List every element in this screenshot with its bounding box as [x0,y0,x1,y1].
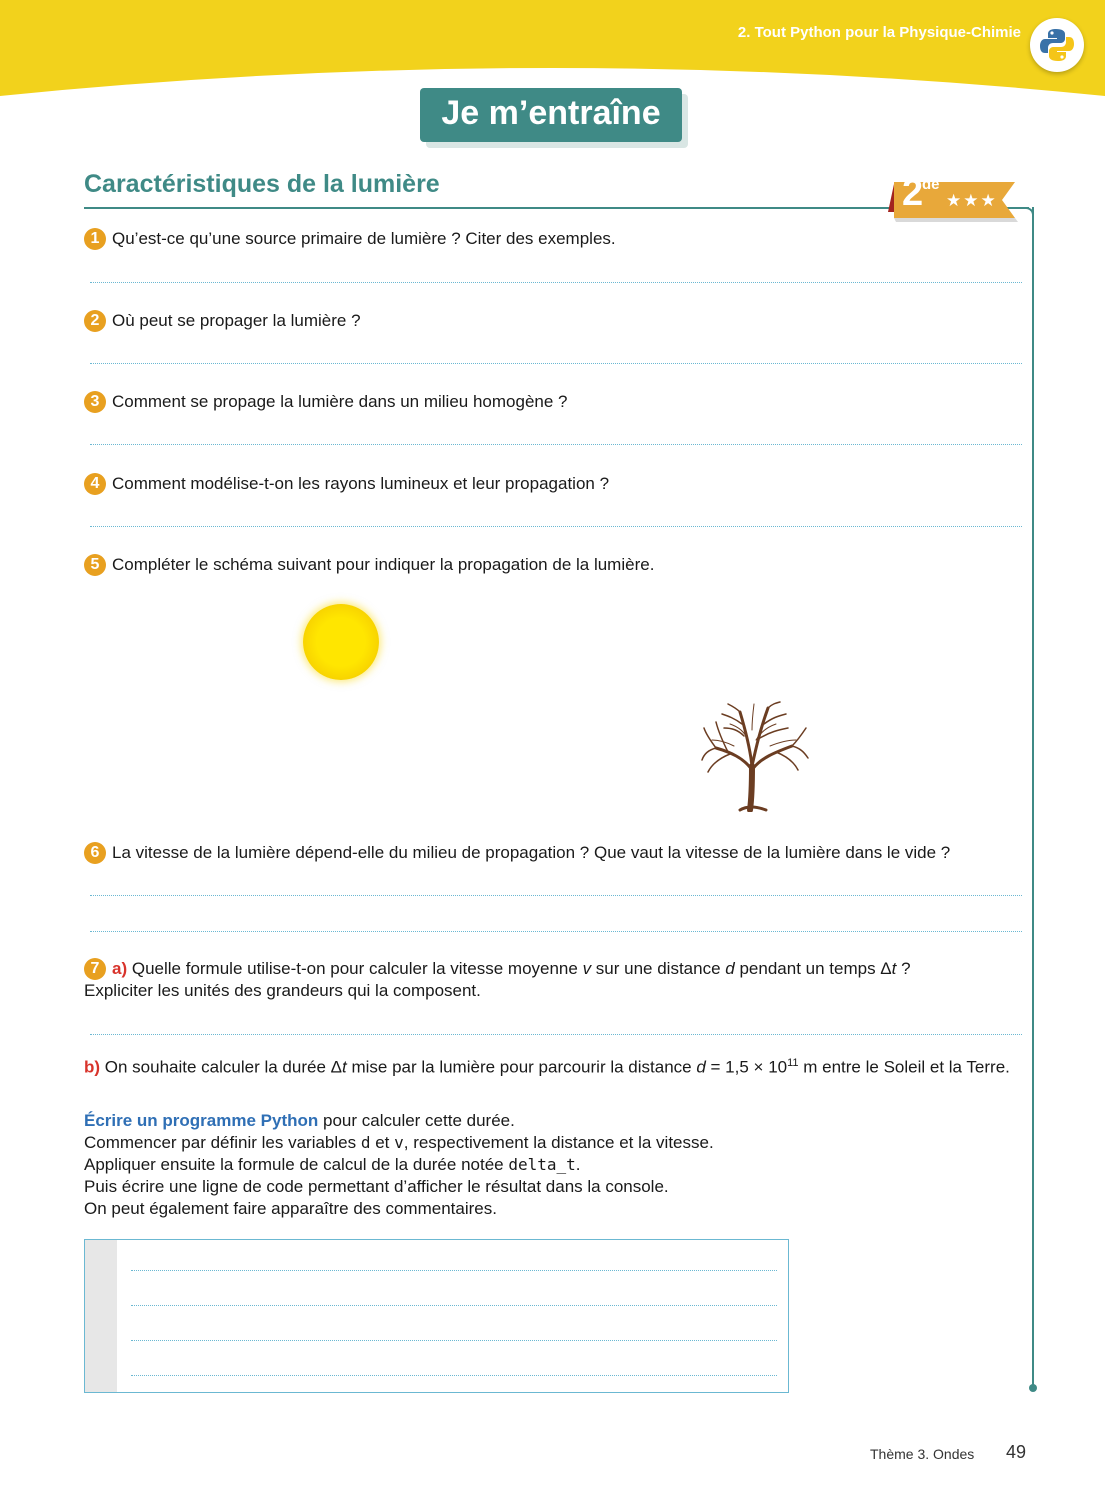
instructions-line-1: pour calculer cette durée. [318,1111,515,1130]
q7a-var-d: d [725,959,735,978]
question-text: Où peut se propager la lumière ? [112,311,361,330]
level-label: 2 [902,172,924,214]
q7a-text-2: sur une distance [591,959,726,978]
question-number: 7 [84,958,106,980]
question-number: 5 [84,554,106,576]
var-d-code: d [360,1133,371,1152]
q7b-text-1: On souhaite calculer la durée Δ [104,1057,342,1077]
answer-line[interactable] [90,363,1022,364]
code-line[interactable] [131,1340,777,1341]
q7b-exponent: 11 [787,1057,799,1069]
tree-illustration [700,700,810,812]
code-gutter [85,1240,117,1392]
q7a-text-4: ? [896,959,911,978]
question-4 [84,473,609,495]
header-band [0,0,1105,100]
instructions-line-2a: Commencer par définir les variables [84,1133,361,1152]
question-number: 2 [84,310,106,332]
question-text: Qu’est-ce qu’une source primaire de lumière ? Citer des exemples. [112,229,616,248]
code-line[interactable] [131,1375,777,1376]
q7b-text-3: = 1,5 × 10 [705,1057,788,1077]
instructions [84,1110,1024,1220]
python-logo-icon [1030,18,1084,72]
footer-theme: Thème 3. Ondes [870,1446,975,1462]
q7b-text-4: m entre le Soleil et la Terre. [798,1057,1010,1077]
question-2 [84,310,361,332]
answer-line[interactable] [90,931,1022,932]
question-text: Comment se propage la lumière dans un milieu homogène ? [112,392,568,411]
margin-rule-end-dot [1029,1384,1037,1392]
sun-illustration [303,604,379,680]
difficulty-stars: ★★★ [946,191,998,210]
subquestion-label-b: b) [84,1057,101,1077]
instructions-line-4: Puis écrire une ligne de code permettant d’afficher le résultat dans la console. [84,1177,669,1196]
q7a-text-1: Quelle formule utilise-t-on pour calculer la vitesse moyenne [131,959,583,978]
question-7b [84,1052,1024,1079]
question-number: 3 [84,391,106,413]
q7a-var-t: t [891,959,897,978]
question-number: 6 [84,842,106,864]
chapter-title: 2. Tout Python pour la Physique-Chimie [737,24,1021,41]
answer-line[interactable] [90,1034,1022,1035]
instructions-line-2c: , respectivement la distance et la vitesse. [403,1133,714,1152]
q7a-text-3: pendant un temps Δ [734,959,892,978]
question-3 [84,391,567,413]
q7b-var-d: d [696,1057,706,1077]
page-number: 49 [1006,1442,1027,1462]
question-5 [84,554,654,576]
level-label-suffix: de [922,176,940,193]
code-answer-box[interactable] [84,1239,789,1393]
question-text: La vitesse de la lumière dépend-elle du milieu de propagation ? Que vaut la vitesse de la lumière dans le vide ? [112,843,951,862]
answer-line[interactable] [90,895,1022,896]
question-7a [84,958,1024,1002]
question-text: Compléter le schéma suivant pour indiquer la propagation de la lumière. [112,555,655,574]
answer-line[interactable] [90,526,1022,527]
question-1 [84,228,616,250]
section-title: Caractéristiques de la lumière [84,170,440,198]
instructions-line-3a: Appliquer ensuite la formule de calcul de la durée notée [84,1155,509,1174]
answer-line[interactable] [90,444,1022,445]
answer-line[interactable] [90,282,1022,283]
instructions-line-5: On peut également faire apparaître des commentaires. [84,1199,497,1218]
subquestion-label-a: a) [112,959,128,978]
q7a-line-2: Expliciter les unités des grandeurs qui la composent. [84,981,481,1000]
code-line[interactable] [131,1305,777,1306]
instructions-line-3b: . [575,1155,581,1174]
q7b-var-t: t [342,1057,347,1077]
question-6 [84,842,950,864]
page-title: Je m’entraîne [420,88,682,142]
python-program-link[interactable]: Écrire un programme Python [84,1111,319,1130]
q7a-var-v: v [582,959,592,978]
question-number: 4 [84,473,106,495]
var-delta-code: delta_t [508,1155,576,1174]
instructions-line-2b: et [370,1133,395,1152]
margin-rule [1032,207,1034,1387]
var-v-code: v [394,1133,404,1152]
question-text: Comment modélise-t-on les rayons lumineux et leur propagation ? [112,474,610,493]
code-line[interactable] [131,1270,777,1271]
question-number: 1 [84,228,106,250]
q7b-text-2: mise par la lumière pour parcourir la distance [346,1057,697,1077]
